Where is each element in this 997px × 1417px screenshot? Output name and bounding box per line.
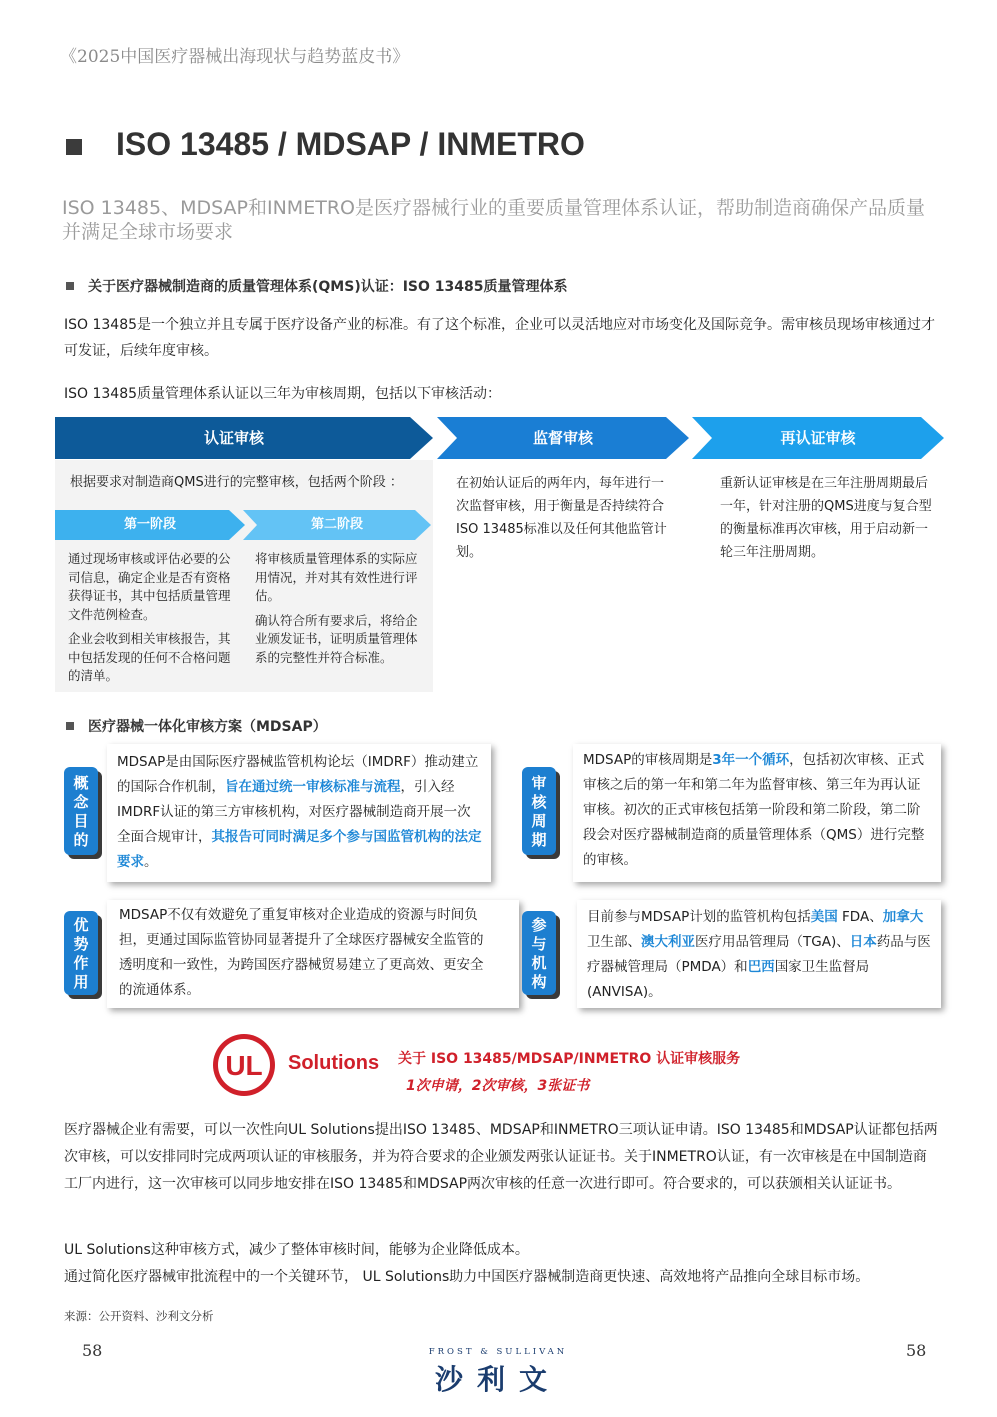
ul-solutions-brand: Solutions	[288, 1052, 380, 1074]
highlight-text: 3年一个循环	[712, 752, 790, 768]
phase-2-para: 将审核质量管理体系的实际应用情况，并对其有效性进行评估。	[255, 551, 418, 603]
card-text-segment: 药品与医疗器械管理局（PMDA）和	[587, 934, 931, 975]
tag-char: 概	[73, 774, 89, 792]
audit-step-label: 认证审核	[203, 429, 264, 447]
ul-solutions-logo	[211, 1032, 277, 1098]
highlight-text: 澳大利亚	[641, 934, 695, 950]
page-number-left: 58	[82, 1341, 103, 1360]
card-text-segment: 卫生部、	[587, 934, 641, 950]
mdsap-subheading-text: 医疗器械一体化审核方案（MDSAP）	[88, 719, 327, 735]
mdsap-card-participants	[577, 900, 941, 1008]
card-text-segment: ，引入经IMDRF认证的第三方审核机构，对医疗器械制造商开展一次全面合规审计，	[117, 779, 471, 845]
audit-step-label: 监督审核	[532, 429, 593, 447]
qms-paragraph-1: ISO 13485是一个独立并且专属于医疗设备产业的标准。有了这个标准，企业可以灵活地应对市场变化及国际竞争。需审核员现场审核通过才可发证，后续年度审核。	[64, 317, 936, 359]
mdsap-card-cycle	[573, 744, 941, 882]
phase-1-content	[68, 550, 236, 686]
subheading-marker	[66, 722, 74, 730]
phase-1-label: 第一阶段	[123, 517, 176, 532]
tag-char: 机	[531, 954, 547, 972]
tag-char: 优	[73, 916, 89, 934]
mdsap-card-purpose	[107, 744, 491, 882]
audit-step-certification	[55, 417, 433, 459]
ul-logo-text: UL	[225, 1050, 263, 1081]
frost-sullivan-logo-text: FROST & SULLIVAN	[428, 1347, 568, 1357]
ul-service-title: 关于 ISO 13485/MDSAP/INMETRO 认证审核服务	[398, 1051, 741, 1067]
ul-paragraph-3: 通过简化医疗器械审批流程中的一个关键环节， UL Solutions助力中国医疗器械制造商更快速、高效地将产品推向全球目标市场。	[64, 1269, 870, 1285]
phase-2-para: 确认符合所有要求后，将给企业颁发证书，证明质量管理体系的完整性并符合标准。	[255, 612, 418, 665]
highlight-text: 加拿大	[882, 909, 924, 925]
mdsap-card-advantages-text	[119, 903, 491, 1003]
tag-cycle	[522, 767, 556, 855]
tag-char: 构	[531, 973, 547, 991]
card-text-segment: 。	[144, 854, 158, 870]
tag-char: 作	[73, 954, 89, 972]
phase-2-content	[255, 550, 423, 667]
tag-char: 念	[73, 793, 89, 811]
phase-1-para: 通过现场审核或评估必要的公司信息，确定企业是否有资格获得证书，其中包括质量管理文件范例检查。	[68, 551, 231, 622]
tag-char: 周	[531, 812, 547, 830]
recertification-audit-desc: 重新认证审核是在三年注册周期最后一年，针对注册的QMS进度与复合型的衡量标准再次审核，用于启动新一轮三年注册周期。	[720, 476, 932, 560]
ul-paragraph-2: UL Solutions这种审核方式，减少了整体审核时间，能够为企业降低成本。	[64, 1242, 529, 1258]
audit-step-surveillance	[437, 417, 689, 459]
card-text-segment: FDA、	[837, 909, 883, 925]
qms-paragraph-2: ISO 13485质量管理体系认证以三年为审核周期，包括以下审核活动：	[64, 386, 502, 402]
card-text-segment: MDSAP的审核周期是	[583, 752, 713, 768]
mdsap-card-cycle-text	[583, 748, 933, 873]
tag-advantages	[64, 911, 98, 995]
tag-char: 期	[531, 831, 547, 849]
subheading-marker	[66, 282, 74, 290]
tag-participants	[522, 911, 556, 995]
tag-purpose	[64, 767, 98, 855]
section-title: ISO 13485 / MDSAP / INMETRO	[116, 126, 585, 162]
highlight-text: 日本	[849, 934, 877, 950]
highlight-text: 旨在通过统一审核标准与流程	[225, 779, 401, 795]
page-number-right: 58	[906, 1341, 927, 1360]
tag-char: 目	[73, 812, 89, 830]
certification-audit-panel	[55, 460, 433, 692]
highlight-text: 其报告可同时满足多个参与国监管机构的法定要求	[117, 829, 482, 870]
tag-char: 的	[73, 831, 89, 849]
card-text-segment: 医疗用品管理局（TGA)、	[695, 934, 850, 950]
ul-service-slogan: 1次申请，2次审核，3张证书	[406, 1078, 590, 1094]
tag-char: 审	[531, 774, 547, 792]
section-intro: ISO 13485、MDSAP和INMETRO是医疗器械行业的重要质量管理体系认证，帮助制造商确保产品质量并满足全球市场要求	[62, 197, 925, 243]
tag-char: 势	[73, 935, 89, 953]
document-title: 《2025中国医疗器械出海现状与趋势蓝皮书》	[60, 47, 410, 67]
phase-2-arrow	[243, 510, 431, 540]
tag-char: 参	[531, 916, 547, 934]
phase-1-para: 企业会收到相关审核报告，其中包括发现的任何不合格问题的清单。	[68, 631, 231, 683]
source-note: 来源：公开资料、沙利文分析	[64, 1309, 214, 1323]
tag-char: 与	[531, 935, 547, 953]
shaliwen-logo-text: 沙利文	[434, 1363, 561, 1396]
tag-char: 用	[73, 973, 89, 991]
card-text-segment: MDSAP是由国际医疗器械监管机构论坛（IMDRF）推动建立的国际合作机制，	[117, 754, 479, 795]
ul-paragraph-1: 医疗器械企业有需要，可以一次性向UL Solutions提出ISO 13485、MDSAP和INMETRO三项认证申请。ISO 13485和MDSAP认证都包括两次审核，可以安排同时完成两项认证的审核服务，并为符合要求的企业颁发两张认证证书。关于INMETRO认证，有一次审核是在中国制造商工厂内进行，这一次审核可以同步地安排在ISO 13485和MDSAP两次审核的任意一次进行即可。符合要求的，可以获颁相关认证证书。	[64, 1122, 938, 1192]
qms-subheading-text: 关于医疗器械制造商的质量管理体系(QMS)认证：ISO 13485质量管理体系	[88, 279, 568, 295]
card-text-segment: 国家卫生监督局(ANVISA)。	[587, 959, 870, 1000]
tag-char: 核	[531, 793, 547, 811]
highlight-text: 美国	[810, 909, 838, 925]
card-text-segment: 目前参与MDSAP计划的监管机构包括	[587, 909, 811, 925]
phase-1-arrow	[55, 510, 245, 540]
section-marker	[66, 139, 82, 155]
certification-audit-desc: 根据要求对制造商QMS进行的完整审核，包括两个阶段 ：	[70, 475, 403, 490]
card-text-segment: ，包括初次审核、正式审核之后的第一年和第二年为监督审核、第三年为再认证审核。初次的正式审核包括第一阶段和第二阶段，第二阶段会对医疗器械制造商的质量管理体系（QMS）进行完整的审核。	[583, 752, 925, 868]
mdsap-subheading	[66, 716, 327, 736]
card-text-segment: MDSAP不仅有效避免了重复审核对企业造成的资源与时间负担，更通过国际监管协同显著提升了全球医疗器械安全监管的透明度和一致性，为跨国医疗器械贸易建立了更高效、更安全的流通体系。	[119, 907, 484, 998]
qms-subheading	[66, 276, 568, 296]
mdsap-card-advantages	[107, 900, 519, 1008]
surveillance-audit-desc: 在初始认证后的两年内，每年进行一次监督审核，用于衡量是否持续符合ISO 13485标准以及任何其他监管计划。	[456, 476, 667, 560]
mdsap-card-participants-text	[587, 905, 933, 1005]
highlight-text: 巴西	[747, 959, 775, 975]
audit-step-recertification	[692, 417, 944, 459]
mdsap-card-purpose-text	[117, 750, 483, 875]
audit-step-label: 再认证审核	[780, 429, 856, 447]
phase-2-label: 第二阶段	[310, 517, 363, 532]
